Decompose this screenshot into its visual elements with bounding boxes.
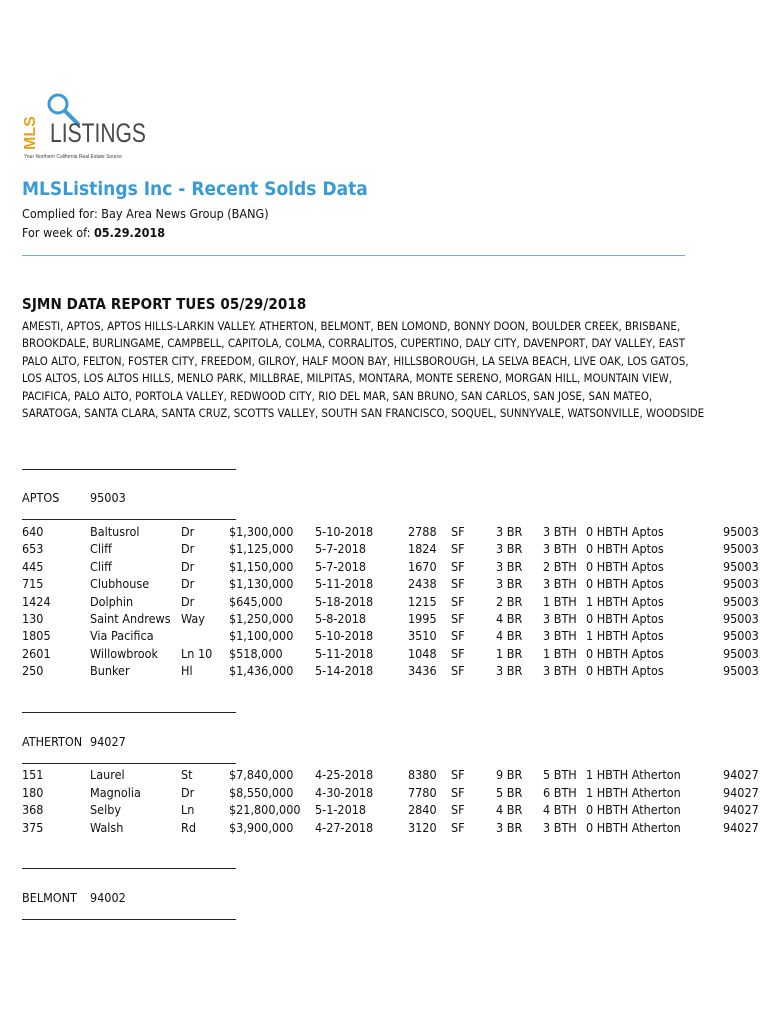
table-row <box>0 524 768 541</box>
sf-unit: SF <box>451 767 465 782</box>
row-zip: 95003 <box>723 645 759 661</box>
section-heading <box>22 890 126 905</box>
section-rule <box>22 868 236 869</box>
row-zip: 94027 <box>723 784 759 800</box>
half-baths-city: 1 HBTH Aptos <box>586 628 664 644</box>
street-name: Cliff <box>90 541 112 557</box>
sf-unit: SF <box>451 628 465 644</box>
sale-price: $1,436,000 <box>229 663 294 679</box>
row-zip: 94027 <box>723 819 759 835</box>
row-zip: 95003 <box>723 593 759 609</box>
half-baths-city: 0 HBTH Aptos <box>586 663 664 679</box>
square-feet: 8380 <box>408 767 437 782</box>
street-name: Magnolia <box>90 784 141 800</box>
sale-date: 5-10-2018 <box>315 628 374 644</box>
section-heading <box>22 734 126 749</box>
square-feet: 1048 <box>408 645 437 661</box>
half-baths-city: 0 HBTH Aptos <box>586 524 664 539</box>
square-feet: 1215 <box>408 593 437 609</box>
section-rule <box>22 469 236 470</box>
square-feet: 7780 <box>408 784 437 800</box>
street-suffix: Ln 10 <box>181 645 213 661</box>
page-title: MLSListings Inc - Recent Solds Data <box>22 178 368 200</box>
street-name: Saint Andrews <box>90 611 171 626</box>
section-city: BELMONT <box>22 890 77 905</box>
sale-price: $1,250,000 <box>229 611 294 626</box>
bathrooms: 2 BTH <box>543 558 577 574</box>
city-list-line: AMESTI, APTOS, APTOS HILLS-LARKIN VALLEY. ATHERTON, BELMONT, BEN LOMOND, BONNY DOON, BOULDER CREEK, BRISBANE, <box>22 319 681 333</box>
street-name: Cliff <box>90 558 112 574</box>
bedrooms: 3 BR <box>496 524 523 539</box>
city-list <box>22 318 768 422</box>
street-suffix: Rd <box>181 819 196 835</box>
bathrooms: 3 BTH <box>543 628 577 644</box>
street-number: 368 <box>22 802 44 817</box>
street-number: 653 <box>22 541 44 557</box>
row-zip: 95003 <box>723 524 759 539</box>
half-baths-city: 0 HBTH Atherton <box>586 819 681 835</box>
sale-price: $1,125,000 <box>229 541 294 557</box>
sale-date: 4-27-2018 <box>315 819 374 835</box>
bathrooms: 3 BTH <box>543 819 577 835</box>
street-number: 1805 <box>22 628 51 644</box>
street-suffix: Dr <box>181 541 195 557</box>
logo-wordmark: LISTINGS <box>50 118 146 148</box>
square-feet: 2840 <box>408 802 437 817</box>
square-feet: 1670 <box>408 558 437 574</box>
sf-unit: SF <box>451 819 465 835</box>
bedrooms: 1 BR <box>496 645 523 661</box>
square-feet: 2788 <box>408 524 437 539</box>
sf-unit: SF <box>451 593 465 609</box>
table-row <box>0 559 768 576</box>
street-suffix: Hl <box>181 663 193 679</box>
half-baths-city: 0 HBTH Aptos <box>586 611 664 626</box>
week-label: For week of: <box>22 225 94 240</box>
table-row <box>0 663 768 680</box>
bathrooms: 3 BTH <box>543 576 577 592</box>
table-row <box>0 628 768 645</box>
street-suffix: Dr <box>181 524 195 539</box>
square-feet: 3436 <box>408 663 437 679</box>
section-zip: 94002 <box>90 890 126 905</box>
street-suffix: St <box>181 767 193 782</box>
sale-date: 4-30-2018 <box>315 784 374 800</box>
half-baths-city: 0 HBTH Aptos <box>586 645 664 661</box>
street-name: Laurel <box>90 767 125 782</box>
row-zip: 95003 <box>723 541 759 557</box>
square-feet: 2438 <box>408 576 437 592</box>
city-list-line: PALO ALTO, FELTON, FOSTER CITY, FREEDOM, GILROY, HALF MOON BAY, HILLSBOROUGH, LA SELVA BEACH, LIVE OAK, LOS GATOS, <box>22 353 689 368</box>
logo-mls-mark: MLS <box>22 116 39 150</box>
bathrooms: 6 BTH <box>543 784 577 800</box>
street-suffix: Dr <box>181 576 195 592</box>
bathrooms: 3 BTH <box>543 524 577 539</box>
sale-price: $7,840,000 <box>229 767 294 782</box>
row-zip: 95003 <box>723 611 759 626</box>
section-rule <box>22 712 236 713</box>
sf-unit: SF <box>451 524 465 539</box>
bedrooms: 3 BR <box>496 819 523 835</box>
bedrooms: 3 BR <box>496 663 523 679</box>
street-number: 445 <box>22 558 44 574</box>
table-row <box>0 541 768 558</box>
square-feet: 3120 <box>408 819 437 835</box>
half-baths-city: 1 HBTH Atherton <box>586 767 681 782</box>
sale-price: $645,000 <box>229 593 283 609</box>
street-number: 375 <box>22 819 44 835</box>
street-number: 250 <box>22 663 44 679</box>
bedrooms: 5 BR <box>496 784 523 800</box>
header-divider <box>22 255 685 256</box>
square-feet: 1995 <box>408 611 437 626</box>
row-zip: 95003 <box>723 663 759 679</box>
table-row <box>0 576 768 593</box>
section-rule <box>22 919 236 920</box>
section-city: ATHERTON <box>22 734 83 749</box>
bedrooms: 3 BR <box>496 558 523 574</box>
half-baths-city: 1 HBTH Aptos <box>586 593 664 609</box>
section-rule <box>22 763 236 764</box>
half-baths-city: 0 HBTH Atherton <box>586 802 681 817</box>
bathrooms: 3 BTH <box>543 611 577 626</box>
street-number: 151 <box>22 767 44 782</box>
sf-unit: SF <box>451 558 465 574</box>
street-number: 640 <box>22 524 44 539</box>
table-row <box>0 594 768 611</box>
table-row <box>0 785 768 802</box>
table-row <box>0 802 768 819</box>
half-baths-city: 0 HBTH Aptos <box>586 576 664 592</box>
bathrooms: 1 BTH <box>543 645 577 661</box>
city-list-line: LOS ALTOS, LOS ALTOS HILLS, MENLO PARK, MILLBRAE, MILPITAS, MONTARA, MONTE SERENO, MORGAN HILL, MOUNTAIN VIEW, <box>22 371 672 386</box>
section-heading <box>22 490 126 505</box>
row-zip: 95003 <box>723 576 759 592</box>
street-suffix: Ln <box>181 802 195 817</box>
row-zip: 94027 <box>723 802 759 817</box>
sale-date: 4-25-2018 <box>315 767 374 782</box>
sf-unit: SF <box>451 645 465 661</box>
sf-unit: SF <box>451 802 465 817</box>
logo-tagline: Your Northern California Real Estate Source <box>24 154 122 160</box>
table-row <box>0 820 768 837</box>
bathrooms: 3 BTH <box>543 663 577 679</box>
square-feet: 1824 <box>408 541 437 557</box>
report-title: SJMN DATA REPORT TUES 05/29/2018 <box>22 295 307 313</box>
table-row <box>0 646 768 663</box>
sale-price: $1,130,000 <box>229 576 294 592</box>
street-suffix: Dr <box>181 558 195 574</box>
table-row <box>0 767 768 784</box>
city-list-line: BROOKDALE, BURLINGAME, CAMPBELL, CAPITOLA, COLMA, CORRALITOS, CUPERTINO, DALY CITY, DAVENPORT, DAY VALLEY, EAST <box>22 336 685 351</box>
street-name: Walsh <box>90 819 124 835</box>
street-name: Selby <box>90 802 121 817</box>
street-number: 130 <box>22 611 44 626</box>
square-feet: 3510 <box>408 628 437 644</box>
street-number: 2601 <box>22 645 51 661</box>
sale-date: 5-7-2018 <box>315 558 367 574</box>
street-name: Bunker <box>90 663 130 679</box>
sale-price: $21,800,000 <box>229 802 301 817</box>
week-of <box>22 225 165 240</box>
street-suffix: Dr <box>181 784 195 800</box>
bedrooms: 4 BR <box>496 611 523 626</box>
sale-date: 5-1-2018 <box>315 802 367 817</box>
half-baths-city: 1 HBTH Atherton <box>586 784 681 800</box>
sale-date: 5-11-2018 <box>315 645 374 661</box>
sf-unit: SF <box>451 576 465 592</box>
street-name: Baltusrol <box>90 524 140 539</box>
section-rule <box>22 519 236 520</box>
bathrooms: 5 BTH <box>543 767 577 782</box>
sf-unit: SF <box>451 784 465 800</box>
bathrooms: 3 BTH <box>543 541 577 557</box>
city-list-line: PACIFICA, PALO ALTO, PORTOLA VALLEY, REDWOOD CITY, RIO DEL MAR, SAN BRUNO, SAN CARLOS, SAN JOSE, SAN MATEO, <box>22 388 653 403</box>
street-number: 180 <box>22 784 44 800</box>
bedrooms: 4 BR <box>496 802 523 817</box>
sf-unit: SF <box>451 663 465 679</box>
street-name: Via Pacifica <box>90 628 154 644</box>
sale-date: 5-14-2018 <box>315 663 374 679</box>
sf-unit: SF <box>451 611 465 626</box>
sf-unit: SF <box>451 541 465 557</box>
half-baths-city: 0 HBTH Aptos <box>586 541 664 557</box>
sale-price: $8,550,000 <box>229 784 294 800</box>
bedrooms: 3 BR <box>496 541 523 557</box>
sale-price: $1,100,000 <box>229 628 294 644</box>
section-zip: 95003 <box>90 490 126 505</box>
table-row <box>0 611 768 628</box>
city-list-line: SARATOGA, SANTA CLARA, SANTA CRUZ, SCOTTS VALLEY, SOUTH SAN FRANCISCO, SOQUEL, SUNNYVALE, WATSONVILLE, WOODSIDE <box>22 406 705 421</box>
row-zip: 95003 <box>723 628 759 644</box>
section-zip: 94027 <box>90 734 126 749</box>
sale-date: 5-10-2018 <box>315 524 374 539</box>
sale-date: 5-11-2018 <box>315 576 374 592</box>
street-number: 715 <box>22 576 44 592</box>
street-name: Clubhouse <box>90 576 150 592</box>
bedrooms: 9 BR <box>496 767 523 782</box>
street-suffix: Dr <box>181 593 195 609</box>
bedrooms: 3 BR <box>496 576 523 592</box>
street-name: Dolphin <box>90 593 134 609</box>
street-number: 1424 <box>22 593 51 609</box>
row-zip: 94027 <box>723 767 759 782</box>
bedrooms: 2 BR <box>496 593 523 609</box>
bedrooms: 4 BR <box>496 628 523 644</box>
week-value: 05.29.2018 <box>93 225 166 240</box>
street-name: Willowbrook <box>90 645 159 661</box>
sale-price: $1,300,000 <box>229 524 294 539</box>
sale-date: 5-8-2018 <box>315 611 367 626</box>
sale-price: $1,150,000 <box>229 558 294 574</box>
compiled-for: Complied for: Bay Area News Group (BANG) <box>22 206 269 221</box>
section-city: APTOS <box>22 490 60 505</box>
sale-date: 5-18-2018 <box>315 593 374 609</box>
row-zip: 95003 <box>723 558 759 574</box>
bathrooms: 4 BTH <box>543 802 577 817</box>
bathrooms: 1 BTH <box>543 593 577 609</box>
sale-price: $3,900,000 <box>229 819 294 835</box>
mlslistings-logo <box>22 90 152 165</box>
sale-price: $518,000 <box>229 645 283 661</box>
street-suffix: Way <box>181 611 205 626</box>
half-baths-city: 0 HBTH Aptos <box>586 558 664 574</box>
sale-date: 5-7-2018 <box>315 541 367 557</box>
